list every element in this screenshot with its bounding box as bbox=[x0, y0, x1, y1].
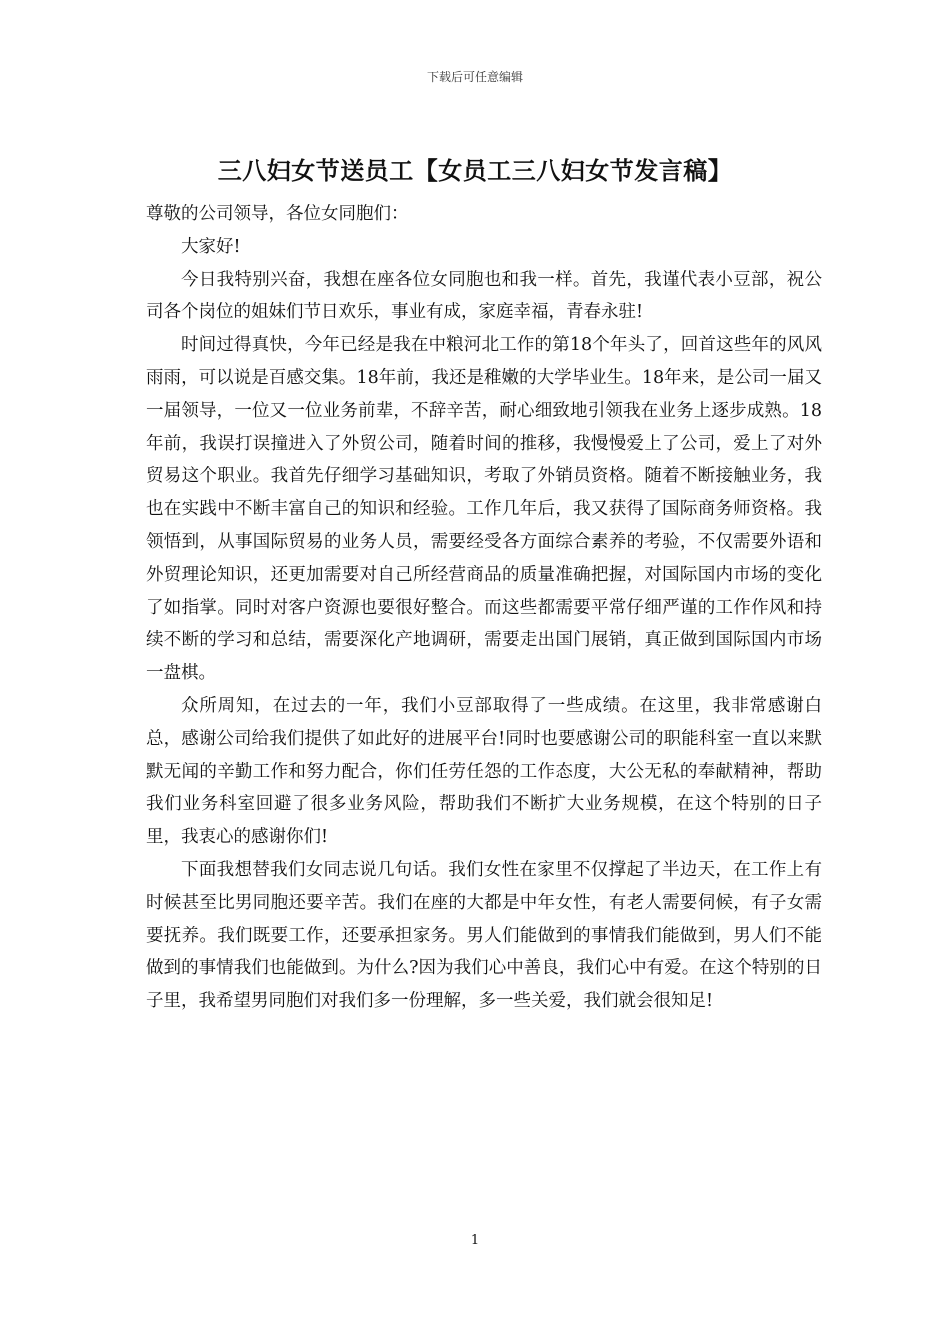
document-body bbox=[146, 198, 822, 1018]
paragraph-greeting: 大家好! bbox=[181, 236, 241, 257]
header-note: 下载后可任意编辑 bbox=[426, 70, 523, 84]
paragraph-career: 时间过得真快，今年已经是我在中粮河北工作的第18个年头了，回首这些年的风风雨雨，可以说是百感交集。18年前，我还是稚嫩的大学毕业生。18年来，是公司一届又一届领导，一位又一位业务前辈，不辞辛苦，耐心细致地引领我在业务上逐步成熟。18年前，我误打误撞进入了外贸公司，随着时间的推移，我慢慢爱上了公司，爱上了对外贸易这个职业。我首先仔细学习基础知识，考取了外销员资格。随着不断接触业务，我也在实践中不断丰富自己的知识和经验。工作几年后，我又获得了国际商务师资格。我领悟到，从事国际贸易的业务人员，需要经受各方面综合素养的考验，不仅需要外语和外贸理论知识，还更加需要对自己所经营商品的质量准确把握，对国际国内市场的变化了如指掌。同时对客户资源也要很好整合。而这些都需要平常仔细严谨的工作作风和持续不断的学习和总结，需要深化产地调研，需要走出国门展销，真正做到国际国内市场一盘棋。 bbox=[146, 335, 822, 684]
page-number: 1 bbox=[470, 1233, 480, 1248]
paragraph-opening: 今日我特别兴奋，我想在座各位女同胞也和我一样。首先，我谨代表小豆部，祝公司各个岗位的姐妹们节日欢乐，事业有成，家庭幸福，青春永驻! bbox=[146, 269, 822, 323]
document-title: 三八妇女节送员工【女员工三八妇女节发言稿】 bbox=[217, 156, 733, 185]
paragraph-women: 下面我想替我们女同志说几句话。我们女性在家里不仅撑起了半边天，在工作上有时候甚至比男同胞还要辛苦。我们在座的大都是中年女性，有老人需要伺候，有子女需要抚养。我们既要工作，还要承担家务。男人们能做到的事情我们能做到，男人们不能做到的事情我们也能做到。为什么?因为我们心中善良，我们心中有爱。在这个特别的日子里，我希望男同胞们对我们多一份理解，多一些关爱，我们就会很知足! bbox=[146, 859, 822, 1012]
salutation: 尊敬的公司领导，各位女同胞们： bbox=[146, 204, 409, 224]
paragraph-thanks: 众所周知，在过去的一年，我们小豆部取得了一些成绩。在这里，我非常感谢白总，感谢公司给我们提供了如此好的进展平台!同时也要感谢公司的职能科室一直以来默默无闻的辛勤工作和努力配合，你们任劳任怨的工作态度，大公无私的奉献精神，帮助我们业务科室回避了很多业务风险，帮助我们不断扩大业务规模，在这个特别的日子里，我衷心的感谢你们! bbox=[146, 695, 822, 848]
